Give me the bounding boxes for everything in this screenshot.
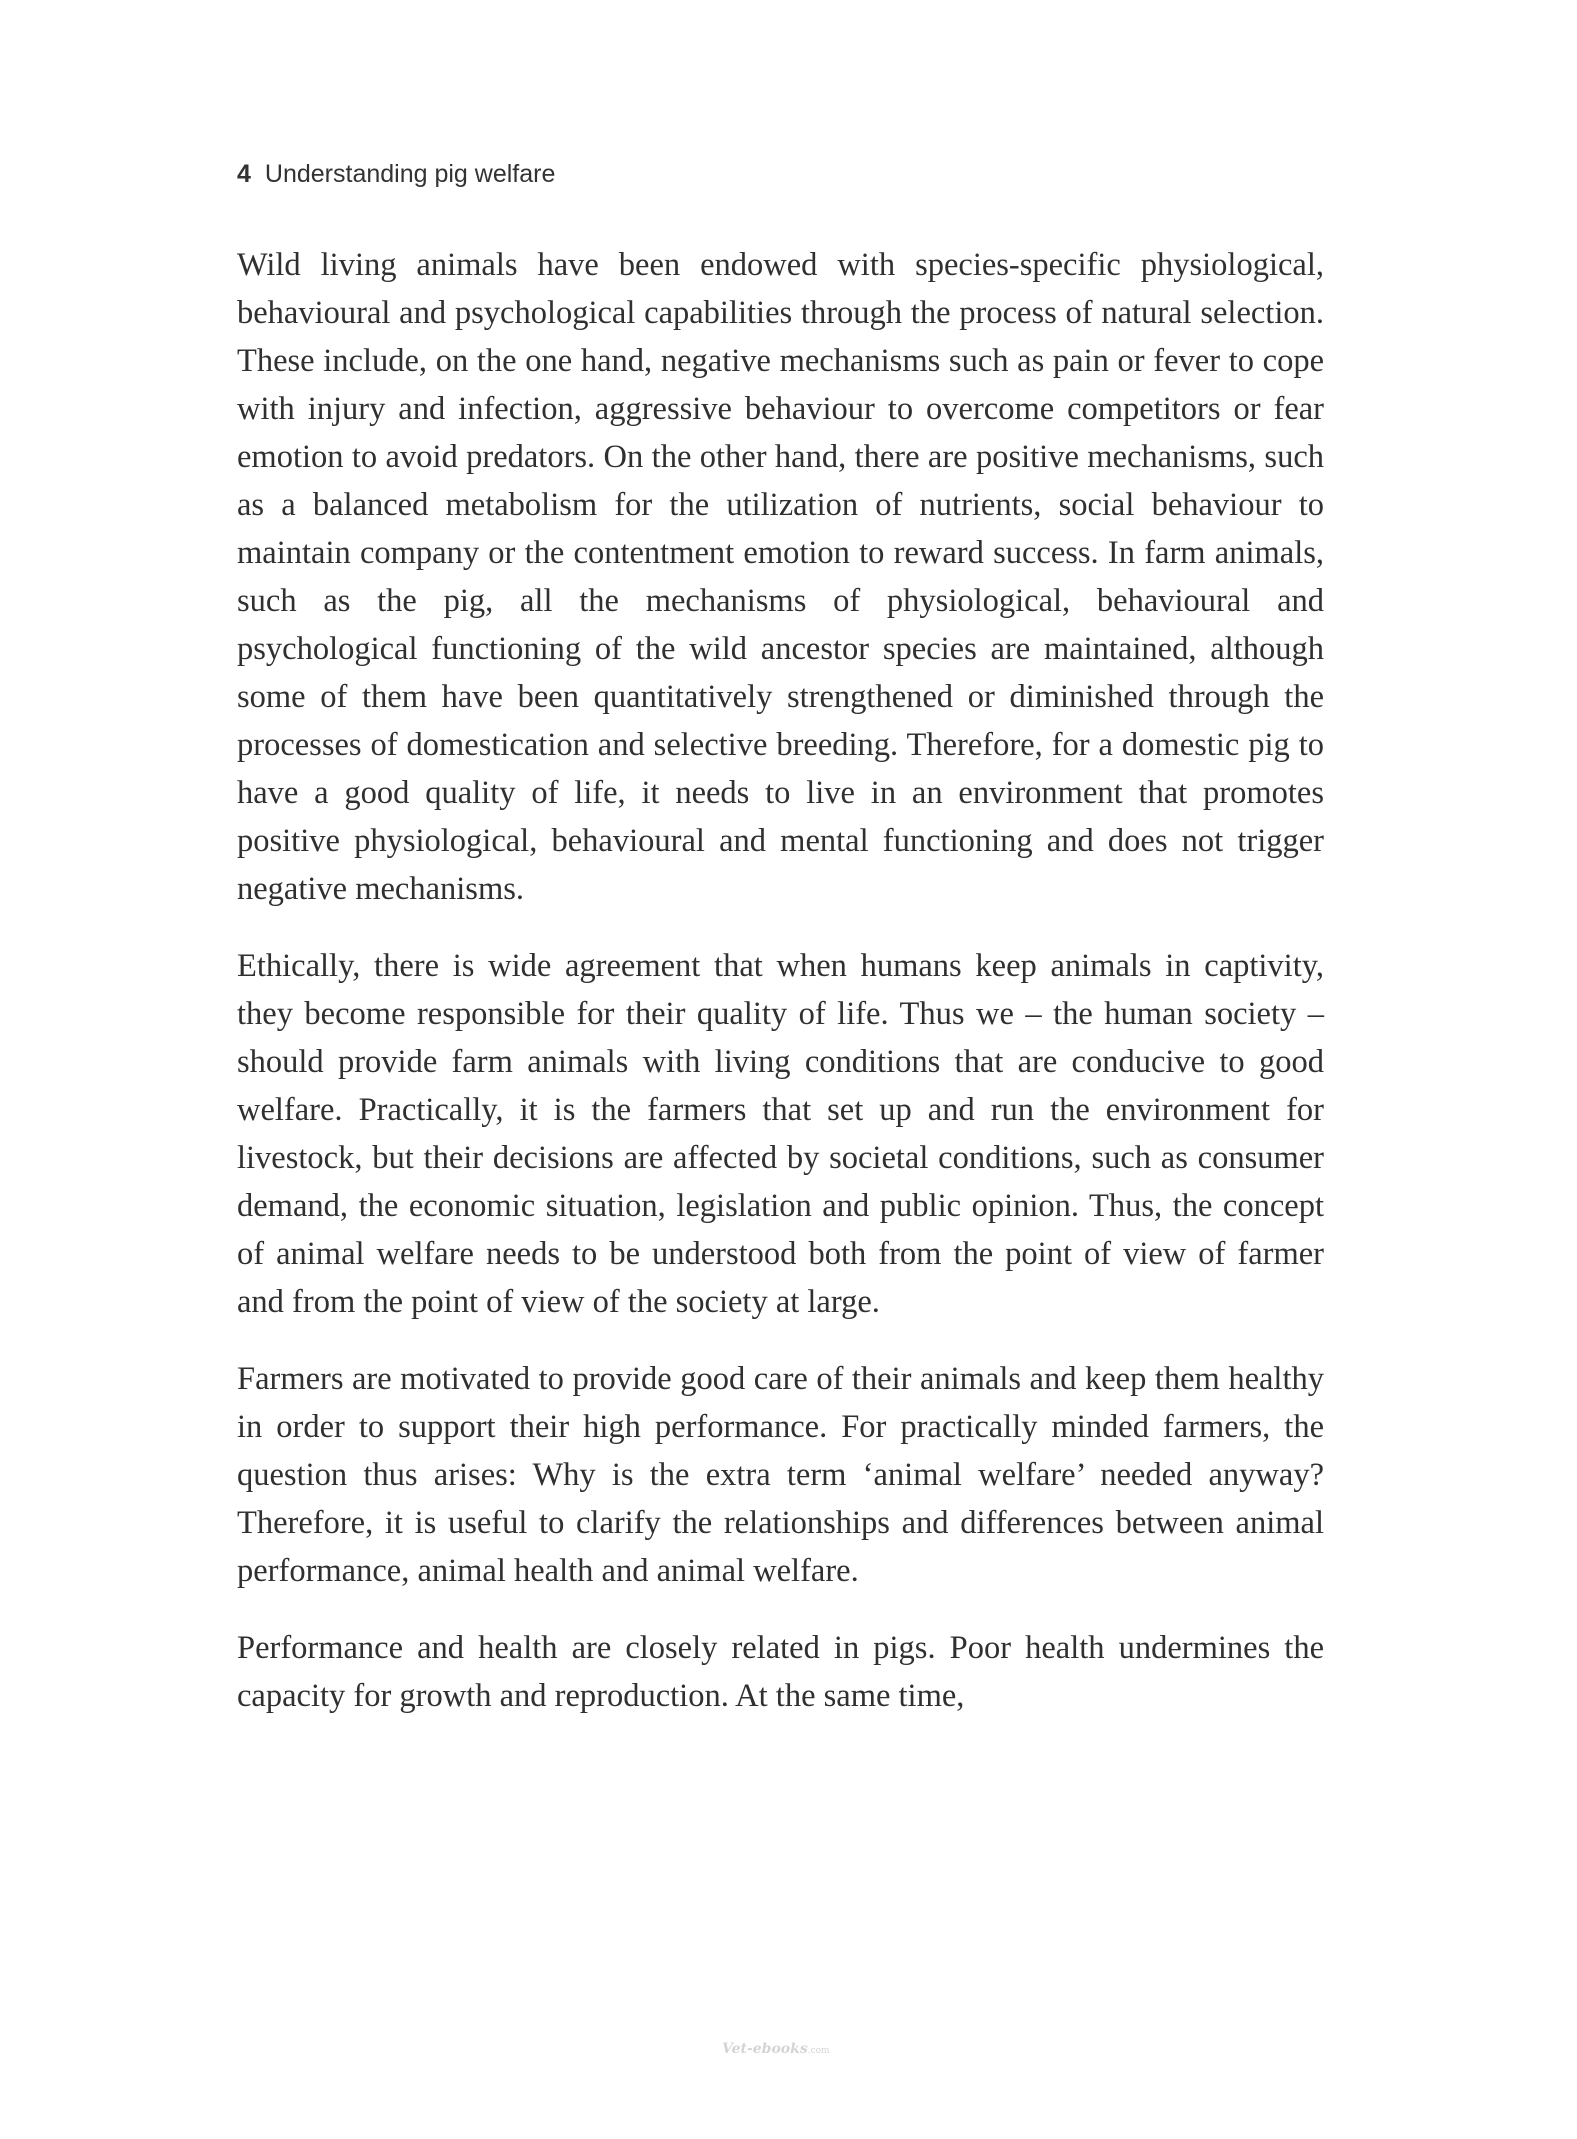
watermark-suffix: .com — [807, 2046, 830, 2056]
page-number: 4 — [237, 160, 251, 188]
paragraph: Ethically, there is wide agreement that when humans keep animals in captivity, they become responsible for their quality of life. Thus we – the human society – should provide farm animals with living conditions that are conducive to good welfare. Practically, it is the farmers that set up and run the environment for livestock, but their decisions are affected by societal conditions, such as consumer demand, the economic situation, legislation and public opinion. Thus, the concept of animal welfare needs to be understood both from the point of view of farmer and from the point of view of the society at large. — [237, 948, 1324, 1320]
running-head — [237, 160, 555, 189]
body-text — [237, 241, 1324, 1749]
running-title: Understanding pig welfare — [264, 160, 556, 188]
paragraph: Performance and health are closely related in pigs. Poor health undermines the capacity for growth and reproduction. At the same time, — [237, 1630, 1324, 1714]
watermark — [722, 2041, 830, 2057]
watermark-text: Vet-ebooks — [722, 2041, 808, 2057]
paragraph: Farmers are motivated to provide good care of their animals and keep them healthy in order to support their high performance. For practically minded farmers, the question thus arises: Why is the extra term ‘animal welfare’ needed anyway? Therefore, it is useful to clarify the relationships and differences between animal performance, animal health and animal welfare. — [237, 1361, 1324, 1589]
paragraph: Wild living animals have been endowed with species-specific physiological, behavioural and psychological capabilities through the process of natural selection. These include, on the one hand, negative mechanisms such as pain or fever to cope with injury and infection, aggressive behaviour to overcome competitors or fear emotion to avoid predators. On the other hand, there are positive mechanisms, such as a balanced metabolism for the utilization of nutrients, social behaviour to maintain company or the contentment emotion to reward success. In farm animals, such as the pig, all the mechanisms of physiological, behavioural and psychological functioning of the wild ancestor species are maintained, although some of them have been quantitatively strengthened or diminished through the processes of domestication and selective breeding. Therefore, for a domestic pig to have a good quality of life, it needs to live in an environment that promotes positive physiological, behavioural and mental functioning and does not trigger negative mechanisms. — [237, 247, 1324, 907]
